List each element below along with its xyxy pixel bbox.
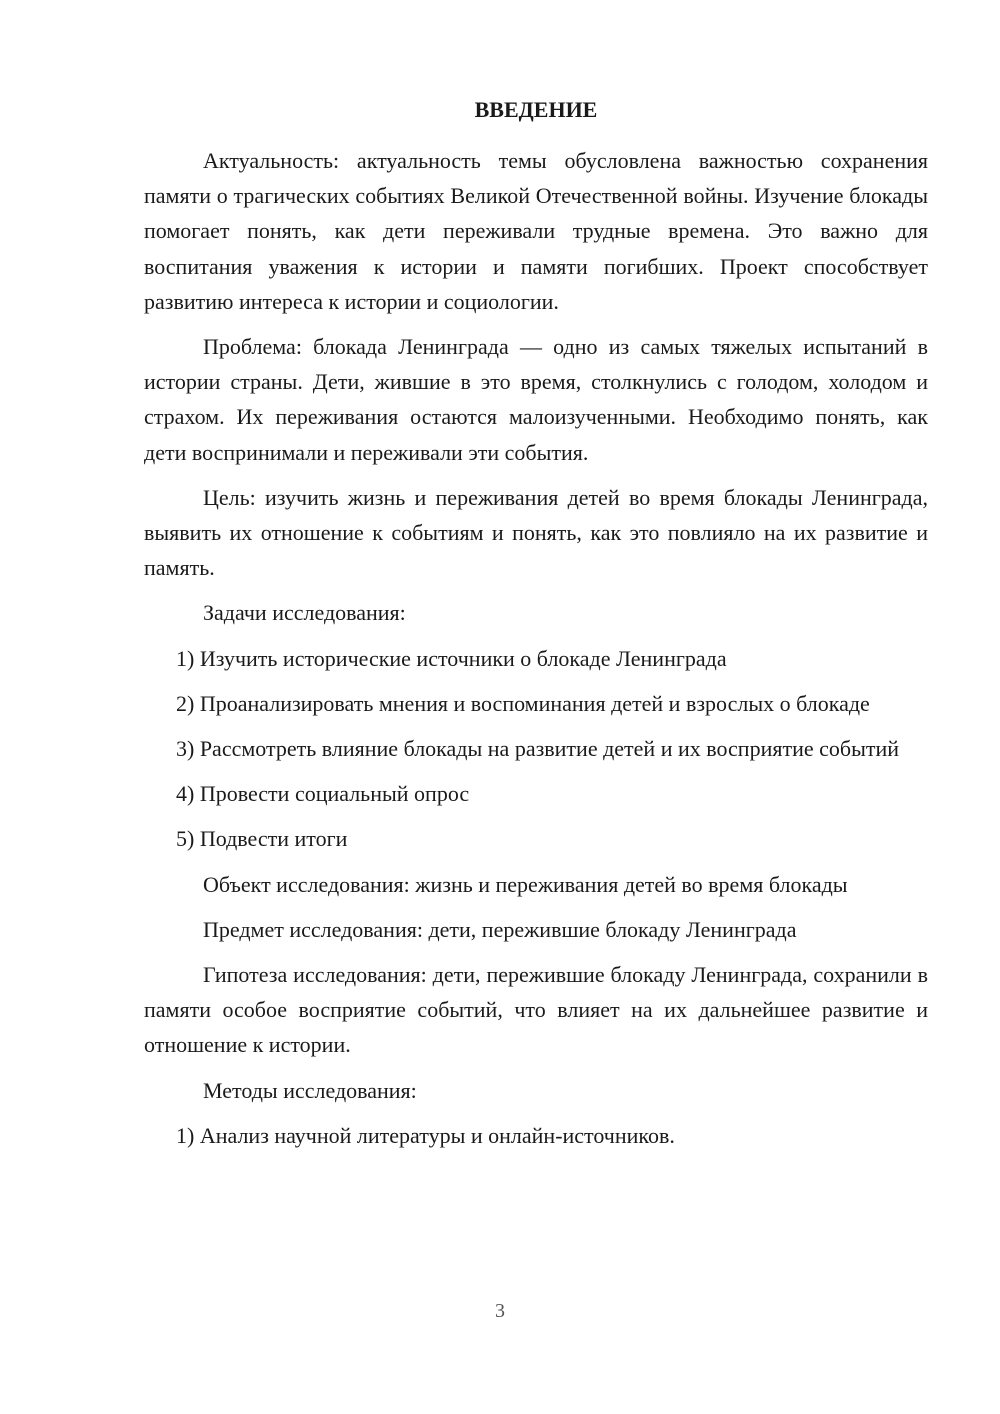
section-title: ВВЕДЕНИЕ — [474, 97, 598, 122]
method-item-1: 1) Анализ научной литературы и онлайн-источников. — [176, 1122, 675, 1148]
document-page — [144, 95, 928, 1163]
task-item-4: 4) Провести социальный опрос — [176, 781, 470, 807]
goal-paragraph: Цель: изучить жизнь и переживания детей во время блокады Ленинграда, выявить их отношение к событиям и понять, как это повлияло на их развитие и память. — [144, 484, 928, 581]
task-item-5: 5) Подвести итоги — [176, 826, 348, 852]
hypothesis-paragraph: Гипотеза исследования: дети, пережившие блокаду Ленинграда, сохранили в памяти особое восприятие событий, что влияет на их дальнейшее развитие и отношение к истории. — [144, 962, 928, 1058]
task-item-3: 3) Рассмотреть влияние блокады на развитие детей и их восприятие событий — [176, 736, 900, 762]
problem-paragraph: Проблема: блокада Ленинграда — одно из самых тяжелых испытаний в истории страны. Дети, жившие в это время, столкнулись с голодом, холодом и страхом. Их переживания остаются малоизученными. Необходимо понять, как дети воспринимали и переживали эти события. — [144, 334, 928, 465]
tasks-heading: Задачи исследования: — [203, 600, 406, 626]
object-paragraph: Объект исследования: жизнь и переживания детей во время блокады — [203, 871, 848, 897]
methods-heading: Методы исследования: — [203, 1077, 417, 1103]
task-item-2: 2) Проанализировать мнения и воспоминания детей и взрослых о блокаде — [176, 690, 870, 716]
task-item-1: 1) Изучить исторические источники о блокаде Ленинграда — [176, 645, 727, 671]
relevance-paragraph: Актуальность: актуальность темы обусловлена важностью сохранения памяти о трагических событиях Великой Отечественной войны. Изучение блокады помогает понять, как дети переживали трудные времена. Это важно для воспитания уважения к истории и памяти погибших. Проект способствует развитию интереса к истории и социологии. — [144, 148, 928, 314]
subject-paragraph: Предмет исследования: дети, пережившие блокаду Ленинграда — [203, 916, 797, 942]
page-number: 3 — [495, 1300, 505, 1322]
